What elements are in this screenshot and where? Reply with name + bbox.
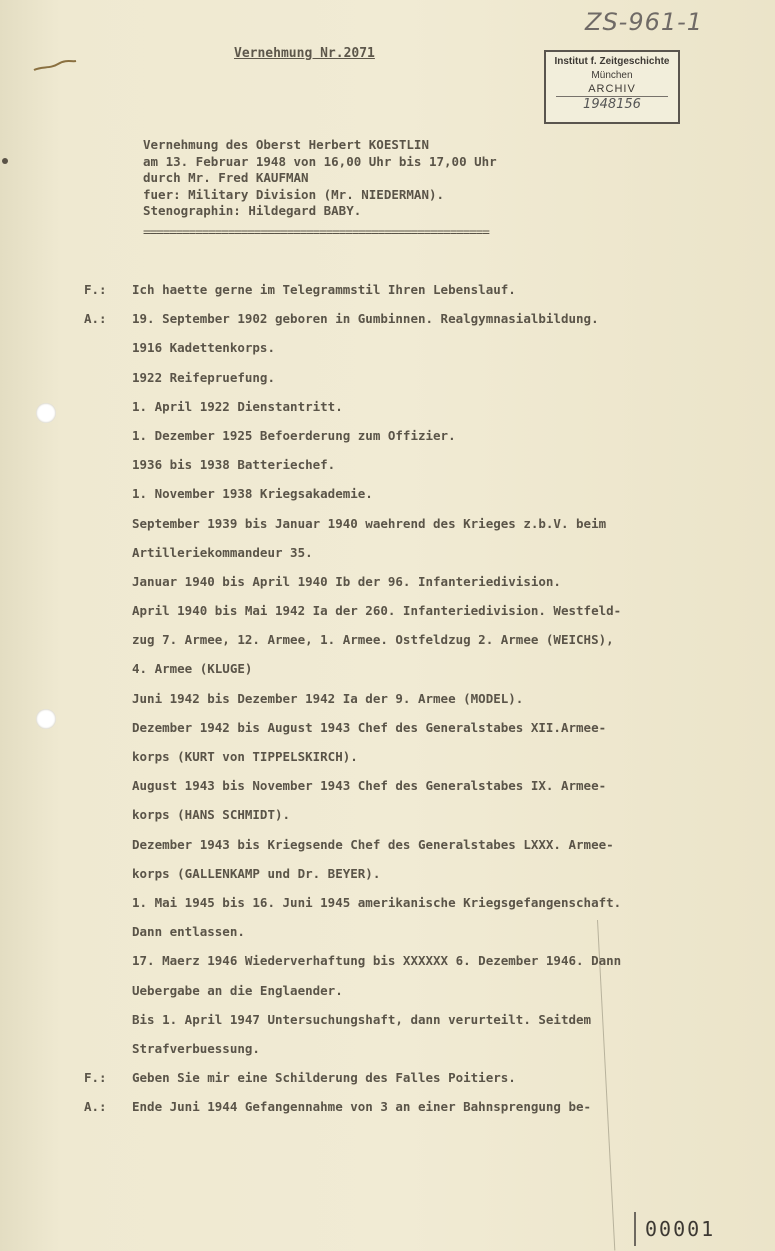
- transcript-line: [84, 1041, 769, 1070]
- transcript-line: [84, 749, 769, 778]
- transcript-line: [84, 457, 769, 486]
- line-text: 1. Dezember 1925 Befoerderung zum Offizier.: [132, 427, 456, 443]
- line-text: 1. April 1922 Dienstantritt.: [132, 398, 343, 414]
- line-text: 1922 Reifepruefung.: [132, 369, 275, 385]
- transcript-line: [84, 370, 769, 399]
- page-number: 00001: [645, 1217, 716, 1241]
- intro-line: Stenographin: Hildegard BABY.: [143, 203, 362, 218]
- line-text: Dezember 1943 bis Kriegsende Chef des Generalstabes LXXX. Armee-: [132, 836, 614, 852]
- punch-hole: [36, 403, 56, 423]
- transcript-line: [84, 661, 769, 690]
- stamp-archive: ARCHIV: [588, 83, 636, 95]
- intro-rule: =====================================================: [143, 223, 489, 239]
- line-text: zug 7. Armee, 12. Armee, 1. Armee. Ostfeldzug 2. Armee (WEICHS),: [132, 632, 614, 648]
- line-text: korps (GALLENKAMP und Dr. BEYER).: [132, 865, 381, 881]
- line-text: Strafverbuessung.: [132, 1040, 260, 1056]
- line-text: 4. Armee (KLUGE): [132, 661, 253, 677]
- transcript-line: [84, 866, 769, 895]
- transcript-line: [84, 953, 769, 982]
- ink-spot: [2, 158, 8, 164]
- transcript-line: [84, 983, 769, 1012]
- page-number-bar: [634, 1212, 636, 1246]
- stamp-institute: Institut f. Zeitgeschichte: [554, 56, 670, 67]
- line-text: 17. Maerz 1946 Wiederverhaftung bis XXXXXX 6. Dezember 1946. Dann: [132, 953, 622, 969]
- punch-hole: [36, 709, 56, 729]
- transcript-line: [84, 632, 769, 661]
- transcript-line: [84, 311, 769, 340]
- archive-stamp: [544, 50, 680, 124]
- line-text: Ende Juni 1944 Gefangennahme von 3 an einer Bahnsprengung be-: [132, 1099, 592, 1115]
- line-text: korps (HANS SCHMIDT).: [132, 807, 291, 823]
- line-text: Artilleriekommandeur 35.: [132, 544, 313, 560]
- archive-handwritten-number: ZS-961-1: [585, 8, 704, 36]
- transcript-body: [84, 282, 769, 1128]
- line-text: Januar 1940 bis April 1940 Ib der 96. Infanteriedivision.: [132, 573, 561, 589]
- transcript-line: [84, 837, 769, 866]
- transcript-line: [84, 282, 769, 311]
- transcript-line: [84, 516, 769, 545]
- speaker-label: A.:: [84, 311, 107, 327]
- transcript-line: [84, 1070, 769, 1099]
- transcript-line: [84, 545, 769, 574]
- line-text: 1. November 1938 Kriegsakademie.: [132, 486, 373, 502]
- line-text: Ich haette gerne im Telegrammstil Ihren Lebenslauf.: [132, 282, 516, 297]
- line-text: September 1939 bis Januar 1940 waehrend des Krieges z.b.V. beim: [132, 515, 607, 531]
- line-text: Dezember 1942 bis August 1943 Chef des Generalstabes XII.Armee-: [132, 719, 607, 735]
- transcript-line: [84, 1099, 769, 1128]
- line-text: 1. Mai 1945 bis 16. Juni 1945 amerikanische Kriegsgefangenschaft.: [132, 894, 622, 910]
- transcript-line: [84, 574, 769, 603]
- speaker-label: F.:: [84, 1070, 107, 1086]
- line-text: 1916 Kadettenkorps.: [132, 340, 275, 356]
- transcript-line: [84, 895, 769, 924]
- intro-line: am 13. Februar 1948 von 16,00 Uhr bis 17,00 Uhr: [143, 153, 497, 169]
- line-text: Uebergabe an die Englaender.: [132, 982, 343, 998]
- transcript-line: [84, 340, 769, 369]
- transcript-line: [84, 924, 769, 953]
- document-title: Vernehmung Nr.2071: [234, 46, 375, 61]
- line-text: 1936 bis 1938 Batteriechef.: [132, 457, 336, 473]
- intro-line: fuer: Military Division (Mr. NIEDERMAN).: [143, 186, 445, 202]
- transcript-line: [84, 603, 769, 632]
- ink-scratch: [32, 60, 78, 72]
- line-text: Juni 1942 bis Dezember 1942 Ia der 9. Armee (MODEL).: [132, 690, 524, 706]
- line-text: korps (KURT von TIPPELSKIRCH).: [132, 749, 358, 764]
- intro-line: durch Mr. Fred KAUFMAN: [143, 170, 309, 185]
- line-text: August 1943 bis November 1943 Chef des Generalstabes IX. Armee-: [132, 778, 607, 794]
- intro-line: Vernehmung des Oberst Herbert KOESTLIN: [143, 137, 429, 152]
- transcript-line: [84, 428, 769, 457]
- line-text: Bis 1. April 1947 Untersuchungshaft, dann verurteilt. Seitdem: [132, 1011, 592, 1027]
- transcript-line: [84, 486, 769, 515]
- line-text: April 1940 bis Mai 1942 Ia der 260. Infanteriedivision. Westfeld-: [132, 603, 622, 619]
- stamp-number: 1948156: [583, 97, 641, 112]
- transcript-line: [84, 720, 769, 749]
- transcript-line: [84, 807, 769, 836]
- speaker-label: A.:: [84, 1099, 107, 1115]
- stamp-city: München: [591, 70, 633, 81]
- transcript-line: [84, 1012, 769, 1041]
- line-text: 19. September 1902 geboren in Gumbinnen. Realgymnasialbildung.: [132, 311, 599, 327]
- transcript-line: [84, 399, 769, 428]
- line-text: Geben Sie mir eine Schilderung des Falles Poitiers.: [132, 1070, 516, 1086]
- transcript-line: [84, 778, 769, 807]
- transcript-line: [84, 691, 769, 720]
- line-text: Dann entlassen.: [132, 924, 245, 940]
- speaker-label: F.:: [84, 282, 107, 297]
- interrogation-header: [143, 137, 613, 239]
